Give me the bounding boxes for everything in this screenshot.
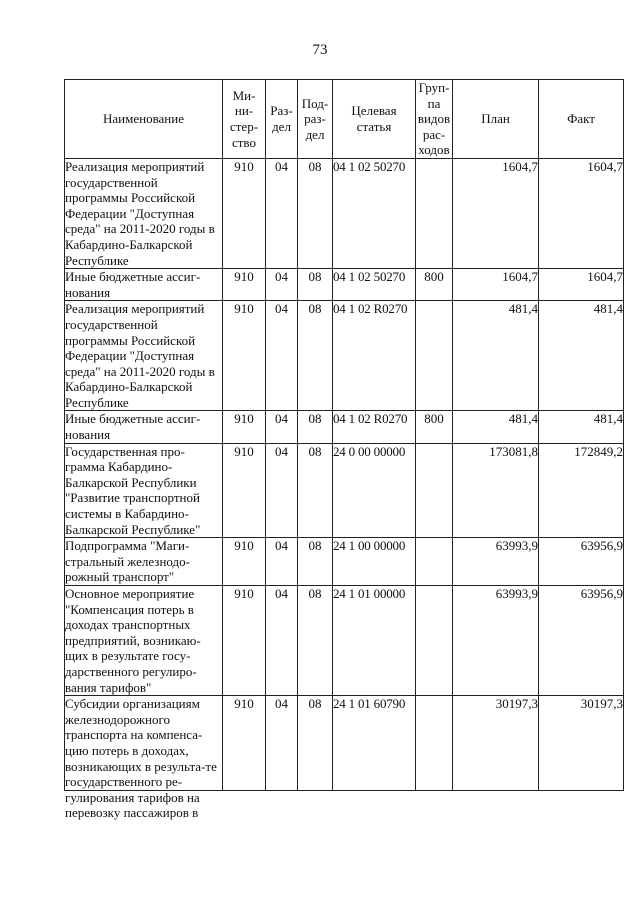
- row-section: 04: [266, 538, 298, 586]
- row-fact: 63956,9: [539, 586, 624, 696]
- row-name: Иные бюджетные ассиг-нования: [65, 411, 223, 443]
- row-section: 04: [266, 411, 298, 443]
- row-name: Реализация мероприятий государственной программы Российской Федерации "Доступная среда" на 2011-2020 годы в Кабардино-Балкарской Республике: [65, 158, 223, 268]
- header-expense-group: Груп- па видов рас- ходов: [416, 80, 453, 159]
- row-name: Иные бюджетные ассиг-нования: [65, 269, 223, 301]
- row-ministry: 910: [223, 696, 266, 791]
- header-ministry: Ми- ни- стер- ство: [223, 80, 266, 159]
- row-section: 04: [266, 586, 298, 696]
- table-row: [65, 538, 624, 586]
- row-ministry: 910: [223, 411, 266, 443]
- row-fact: 481,4: [539, 301, 624, 411]
- row-target: 24 1 01 00000: [333, 586, 416, 696]
- row-ministry: 910: [223, 586, 266, 696]
- row-name: Основное мероприятие "Компенсация потерь в доходах транспортных предприятий, возникаю-щих в результате госу-дарственного регулиро-вания тарифов": [65, 586, 223, 696]
- row-fact: 1604,7: [539, 269, 624, 301]
- row-subsection: 08: [298, 411, 333, 443]
- row-name-text: Субсидии организациям железнодорожного транспорта на компенса-цию потерь в доходах, возникающих в результа-те государственного ре-гулирования тарифов на перевозку пассажиров в: [65, 696, 217, 821]
- budget-table: [64, 79, 624, 821]
- row-expense-group: 800: [416, 411, 453, 443]
- row-expense-group: [416, 696, 453, 791]
- row-target: 24 1 01 60790: [333, 696, 416, 791]
- row-subsection: 08: [298, 269, 333, 301]
- table-row: [65, 301, 624, 411]
- row-subsection: 08: [298, 158, 333, 268]
- row-fact: 481,4: [539, 411, 624, 443]
- row-plan: 30197,3: [453, 696, 539, 791]
- header-plan: План: [453, 80, 539, 159]
- row-plan: 1604,7: [453, 158, 539, 268]
- row-target: 04 1 02 50270: [333, 158, 416, 268]
- row-expense-group: [416, 443, 453, 538]
- row-plan: 481,4: [453, 301, 539, 411]
- row-ministry: 910: [223, 538, 266, 586]
- table-row: [65, 586, 624, 696]
- row-section: 04: [266, 443, 298, 538]
- row-target: 04 1 02 50270: [333, 269, 416, 301]
- table-row: [65, 443, 624, 538]
- header-target: Целевая статья: [333, 80, 416, 159]
- row-plan: 481,4: [453, 411, 539, 443]
- row-fact: 63956,9: [539, 538, 624, 586]
- row-plan: 63993,9: [453, 538, 539, 586]
- row-section: 04: [266, 269, 298, 301]
- row-fact: 172849,2: [539, 443, 624, 538]
- row-expense-group: 800: [416, 269, 453, 301]
- row-target: 04 1 02 R0270: [333, 301, 416, 411]
- row-ministry: 910: [223, 158, 266, 268]
- header-name: Наименование: [65, 80, 223, 159]
- row-expense-group: [416, 158, 453, 268]
- row-subsection: 08: [298, 443, 333, 538]
- header-subsection: Под- раз- дел: [298, 80, 333, 159]
- row-subsection: 08: [298, 696, 333, 791]
- row-name: Подпрограмма "Маги-стральный железнодо-рожный транспорт": [65, 538, 223, 586]
- row-ministry: 910: [223, 301, 266, 411]
- row-target: 24 0 00 00000: [333, 443, 416, 538]
- row-ministry: 910: [223, 269, 266, 301]
- row-name: [65, 696, 223, 821]
- table-header-row: [65, 80, 624, 159]
- row-subsection: 08: [298, 538, 333, 586]
- table-row: [65, 158, 624, 268]
- row-fact: 30197,3: [539, 696, 624, 791]
- header-fact: Факт: [539, 80, 624, 159]
- page-number: 73: [312, 42, 328, 58]
- row-subsection: 08: [298, 586, 333, 696]
- table-row: [65, 269, 624, 301]
- row-plan: 173081,8: [453, 443, 539, 538]
- row-expense-group: [416, 538, 453, 586]
- row-target: 04 1 02 R0270: [333, 411, 416, 443]
- row-name: Реализация мероприятий государственной программы Российской Федерации "Доступная среда" на 2011-2020 годы в Кабардино-Балкарской Республике: [65, 301, 223, 411]
- table-row: [65, 411, 624, 443]
- row-expense-group: [416, 586, 453, 696]
- table-row: [65, 696, 624, 791]
- header-section: Раз- дел: [266, 80, 298, 159]
- row-section: 04: [266, 158, 298, 268]
- row-name: Государственная про-грамма Кабардино-Балкарской Республики "Развитие транспортной системы в Кабардино-Балкарской Республике": [65, 443, 223, 538]
- row-ministry: 910: [223, 443, 266, 538]
- row-plan: 1604,7: [453, 269, 539, 301]
- row-expense-group: [416, 301, 453, 411]
- row-fact: 1604,7: [539, 158, 624, 268]
- row-section: 04: [266, 696, 298, 791]
- row-plan: 63993,9: [453, 586, 539, 696]
- row-subsection: 08: [298, 301, 333, 411]
- row-target: 24 1 00 00000: [333, 538, 416, 586]
- row-section: 04: [266, 301, 298, 411]
